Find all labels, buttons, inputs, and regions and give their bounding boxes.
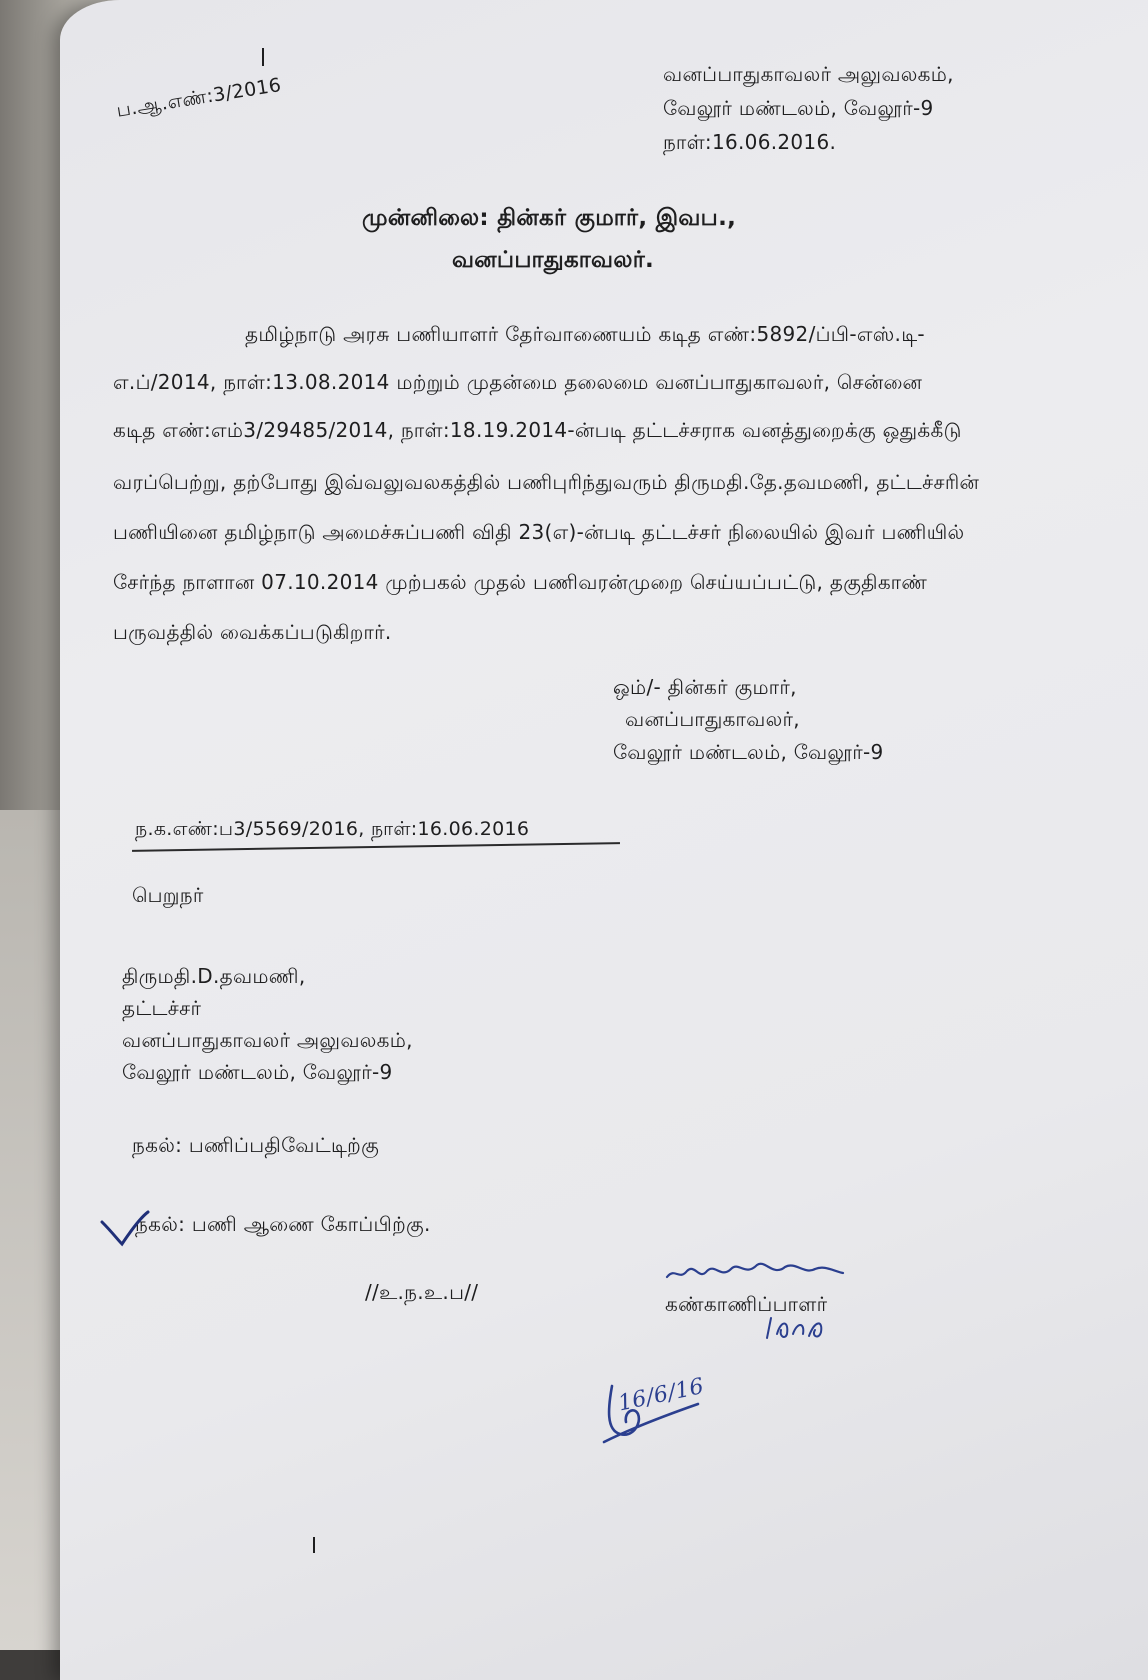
signature-line-2: வனப்பாதுகாவலர்,: [625, 707, 800, 731]
office-address-line-2: வேலூர் மண்டலம், வேலூர்-9: [663, 96, 934, 120]
recipient-line-1: திருமதி.D.தவமணி,: [122, 964, 306, 988]
recipient-label: பெறுநர்: [132, 883, 204, 907]
bottom-mark: [313, 1537, 315, 1553]
body-line-4: வரப்பெற்று, தற்போது இவ்வலுவலகத்தில் பணிபுரிந்துவரும் திருமதி.தே.தவமணி, தட்டச்சரின்: [113, 470, 980, 494]
checkmark-icon: [100, 1210, 150, 1250]
supervisor-title: கண்காணிப்பாளர்: [665, 1292, 828, 1316]
copy-to-order-file: நகல்: பணி ஆணை கோப்பிற்கு.: [135, 1212, 431, 1236]
body-line-1: தமிழ்நாடு அரசு பணியாளர் தேர்வாணையம் கடித எண்:5892/ப்பி-எஸ்.டி-: [245, 322, 925, 346]
recipient-line-2: தட்டச்சர்: [122, 996, 202, 1020]
copy-to-service-register: நகல்: பணிப்பதிவேட்டிற்கு: [132, 1133, 380, 1157]
body-line-3: கடித எண்:எம்3/29485/2014, நாள்:18.19.2014-ன்படி தட்டச்சராக வனத்துறைக்கு ஒதுக்கீடு: [113, 418, 962, 442]
copy-reference-underline: [132, 842, 620, 852]
body-line-6: சேர்ந்த நாளான 07.10.2014 முற்பகல் முதல் பணிவரன்முறை செய்யப்பட்டு, தகுதிகாண்: [113, 570, 928, 594]
supervisor-signature: [665, 1255, 845, 1295]
document-page: [60, 0, 1148, 1680]
office-address-line-1: வனப்பாதுகாவலர் அலுவலகம்,: [663, 62, 954, 86]
heading-presence: முன்னிலை: தின்கர் குமார், இவப.,: [362, 205, 737, 231]
heading-designation: வனப்பாதுகாவலர்.: [452, 247, 655, 273]
body-line-2: எ.ப்/2014, நாள்:13.08.2014 மற்றும் முதன்மை தலைமை வனப்பாதுகாவலர், சென்னை: [113, 370, 923, 394]
recipient-line-4: வேலூர் மண்டலம், வேலூர்-9: [122, 1060, 393, 1084]
recipient-line-3: வனப்பாதுகாவலர் அலுவலகம்,: [122, 1028, 413, 1052]
office-address-date: நாள்:16.06.2016.: [663, 130, 837, 154]
handwritten-date: 16/6/16: [616, 1373, 707, 1417]
file-reference: ப.ஆ.எண்:3/2016: [115, 73, 283, 122]
body-line-5: பணியினை தமிழ்நாடு அமைச்சுப்பணி விதி 23(எ)-ன்படி தட்டச்சர் நிலையில் இவர் பணியில்: [113, 520, 965, 544]
supervisor-initial-date: [765, 1312, 835, 1342]
copy-reference: ந.க.எண்:ப3/5569/2016, நாள்:16.06.2016: [135, 818, 530, 840]
punch-mark: [262, 48, 264, 66]
attestation-mark: //உ.ந.உ.ப//: [365, 1280, 479, 1304]
signature-line-1: ஒம்/- தின்கர் குமார்,: [613, 675, 797, 699]
signature-line-3: வேலூர் மண்டலம், வேலூர்-9: [613, 740, 884, 764]
body-line-7: பருவத்தில் வைக்கப்படுகிறார்.: [113, 620, 392, 644]
